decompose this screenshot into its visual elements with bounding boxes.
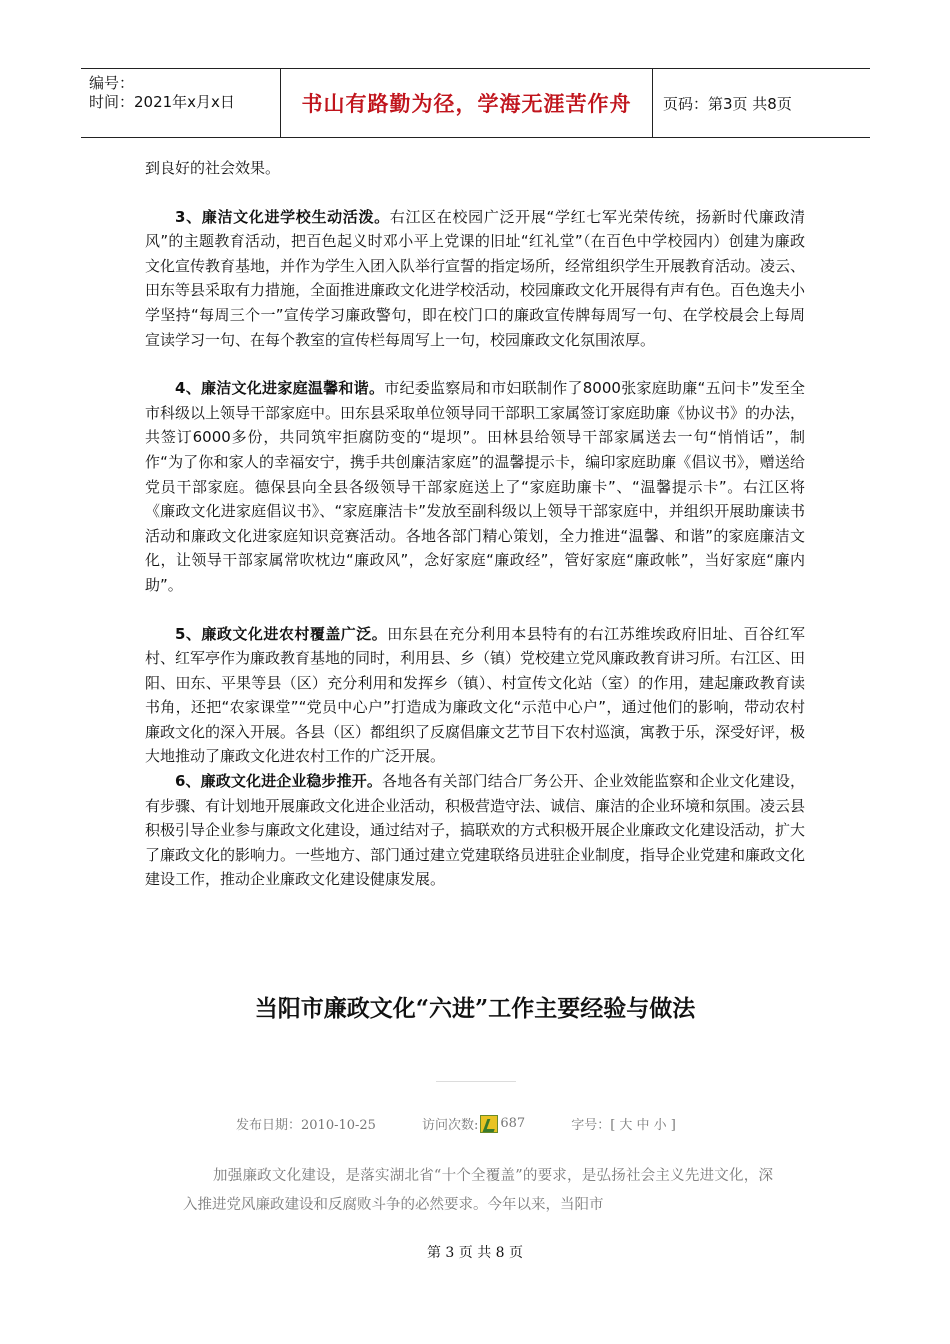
section-4-text: 市纪委监察局和市妇联制作了8000张家庭助廉“五问卡”发至全市科级以上领导干部家庭中。田东县采取单位领导同干部职工家属签订家庭助廉《协议书》的办法，共签订6000多份，共同筑牢拒腐防变的“堤坝”。田林县给领导干部家属送去一句“悄悄话”，制作“为了你和家人的幸福安宁，携手共创廉洁家庭”的温馨提示卡，编印家庭助廉《倡议书》，赠送给党员干部家庭。德保县向全县各级领导干部家庭送上了“家庭助廉卡”、“温馨提示卡”。右江区将《廉政文化进家庭倡议书》、“家庭廉洁卡”发放至副科级以上领导干部家庭中，并组织开展助廉读书活动和廉政文化进家庭知识竞赛活动。各地各部门精心策划，全力推进“温馨、和谐”的家庭廉洁文化，让领导干部家属常吹枕边“廉政风”，念好家庭“廉政经”，管好家庭“廉政帐”，当好家庭“廉内助”。 [145,379,806,594]
section-5-text: 田东县在充分利用本县特有的右江苏维埃政府旧址、百谷红军村、红军亭作为廉政教育基地的同时，利用县、乡（镇）党校建立党风廉政教育讲习所。右江区、田阳、田东、平果等县（区）充分利用和发挥乡（镇）、村宣传文化站（室）的作用，建起廉政教育读书角，还把“农家课堂”“党员中心户”打造成为廉政文化“示范中心户”，通过他们的影响，带动农村廉政文化的深入开展。各县（区）都组织了反腐倡廉文艺节目下农村巡演，寓教于乐，深受好评，极大地推动了廉政文化进农村工作的广泛开展。 [145,624,806,766]
page-footer: 第 3 页 共 8 页 [426,1245,524,1261]
section-6-heading: 6、廉政文化进企业稳步推开。 [175,772,382,791]
section-3-text: 右江区在校园广泛开展“学红七军光荣传统，扬新时代廉政清风”的主题教育活动，把百色起义时邓小平上党课的旧址“红礼堂”（在百色中学校园内）创建为廉政文化宣传教育基地，并作为学生入团入队举行宣誓的指定场所，经常组织学生开展教育活动。凌云、田东等县采取有力措施，全面推进廉政文化进学校活动，校园廉政文化开展得有声有色。百色逸夫小学坚持“每周三个一”宣传学习廉政警句，即在校门口的廉政宣传牌每周写一句、在学校晨会上每周宣读学习一句、在每个教室的宣传栏每周写上一句，校园廉政文化氛围浓厚。 [145,207,806,349]
section-5-heading: 5、廉政文化进农村覆盖广泛。 [175,624,388,643]
article-title: 当阳市廉政文化“六进”工作主要经验与做法 [254,995,696,1022]
visit-count [422,1114,525,1133]
header-number: 编号： [89,74,135,92]
section-6 [145,769,805,892]
section-5 [145,622,805,770]
article-first-paragraph: 加强廉政文化建设，是落实湖北省“十个全覆盖”的要求，是弘扬社会主义先进文化，深入推进党风廉政建设和反腐败斗争的必然要求。今年以来，当阳市 [183,1168,773,1213]
document-body [145,156,805,892]
section-4-heading: 4、廉洁文化进家庭温馨和谐。 [175,379,385,398]
font-size-selector[interactable]: 字号：[ 大 中 小 ] [571,1118,676,1133]
header-info-cell [81,69,281,137]
title-divider [436,1081,516,1082]
section-3 [145,205,805,353]
header-motto: 书山有路勤为径，学海无涯苦作舟 [281,69,653,137]
header-time: 时间：2021年x月x日 [89,93,235,111]
visit-count-label: 访问次数: [421,1118,479,1133]
counter-icon [480,1115,498,1133]
publish-date: 发布日期：2010-10-25 [236,1118,376,1133]
section-6-text: 各地各有关部门结合厂务公开、企业效能监察和企业文化建设，有步骤、有计划地开展廉政文化进企业活动，积极营造守法、诚信、廉洁的企业环境和氛围。凌云县积极引导企业参与廉政文化建设，通过结对子，搞联欢的方式积极开展企业廉政文化建设活动，扩大了廉政文化的影响力。一些地方、部门通过建立党建联络员进驻企业制度，指导企业党建和廉政文化建设工作，推动企业廉政文化建设健康发展。 [145,772,806,889]
section-3-heading: 3、廉洁文化进学校生动活泼。 [175,207,390,226]
article-meta [236,1114,756,1133]
intro-paragraph: 到良好的社会效果。 [145,159,281,177]
page-header [81,68,870,138]
visit-count-value: 687 [500,1116,526,1131]
header-page-number: 页码：第3页 共8页 [663,94,792,113]
section-4 [145,376,805,597]
